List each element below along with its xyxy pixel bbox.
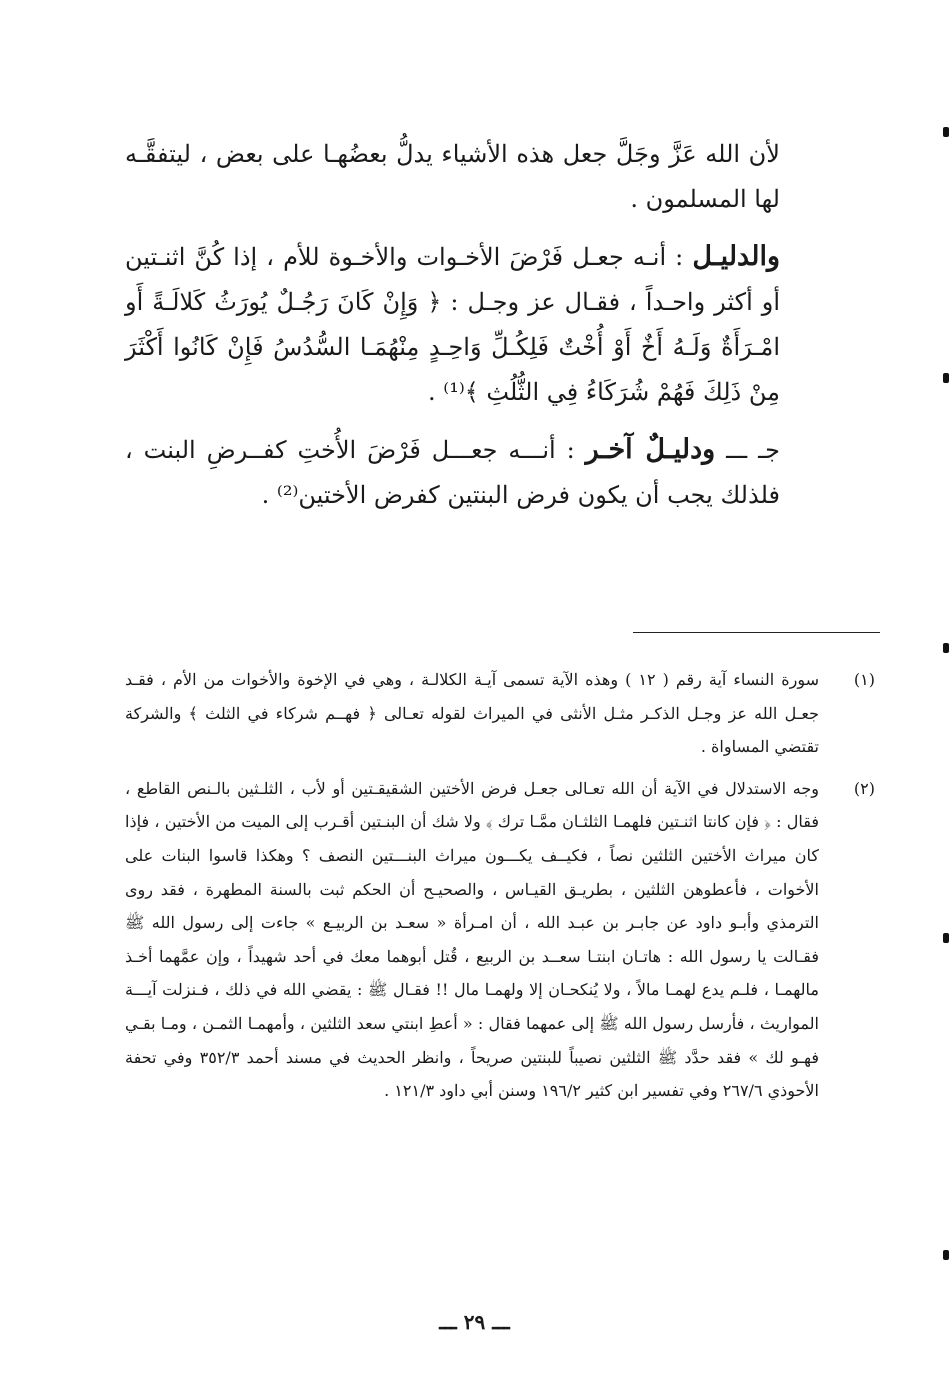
section-letter: جـ ـــ — [715, 436, 780, 464]
paragraph-1: لأن الله عَزَّ وجَلَّ جعل هذه الأشياء يدلُّ بعضُهـا على بعض ، ليتفقَّـه لها المسلمون . — [125, 140, 780, 213]
scan-edge-mark — [943, 933, 949, 943]
scan-edge-mark — [943, 643, 949, 653]
footnote-text: وجه الاستدلال في الآية أن الله تعـالى جعـل فرض الأختين الشقيقـتين أو لأب ، الثلـثين بالـنص القاطع ، فقال : ﴿ فإن كانتا اثنـتين فلهمـا الثلثـان ممَّـا ترك ﴾ ولا شك أن البنـتين أقـرب إلى الميت من الأختين ، فإذا كان ميراث الأختين الثلثين نصاً ، فكيــف يكـــون ميراث البنـــتين النصف ؟ وهكذا قاسوا البنات على الأخوات ، فأعطوهن الثلثين ، بطريـق القيـاس ، والصحيـح أن الحكم ثبت بالسنة المطهرة ، فقد روى الترمذي وأبـو داود عن جابـر بن عبـد الله ، أن امـرأة « سعـد بن الربيـع » جاءت إلى رسول الله ﷺ فقـالت يا رسول الله : هاتـان ابنتـا سعــد بن الربيع ، قُتل أبوهما معك في أحد شهيداً ، وإن عمَّهما أخـذ مالهمـا ، فلـم يدع لهمـا مالاً ، ولا يُنكحـان إلا ولهمـا مال !! فقـال ﷺ : يقضي الله في ذلك ، فـنزلت آيـــة المواريث ، فأرسل رسول الله ﷺ إلى عمهما فقال : « أعطِ ابنتي سعد الثلثين ، وأمهمـا الثمـن ، ومـا بقـي فهـو لك » فقد حدَّد ﷺ الثلثين نصيباً للبنتين صريحاً ، وانظر الحديث في مسند أحمد ٣٥٢/٣ وفي تحفة الأحوذي ٢٦٧/٦ وفي تفسير ابن كثير ١٩٦/٢ وسنن أبي داود ١٢١/٣ . — [125, 778, 820, 1101]
footnote-1 — [125, 663, 875, 764]
footnote-number: (٢) — [853, 778, 875, 798]
other-evidence-heading: ودليـلٌ آخـر — [585, 434, 716, 465]
other-evidence-text: : أنـــه جعـــل فَرْضَ الأُختِ كفــرضِ البنت ، فلذلك يجب أن يكون فرض البنتين كفرض الأختين⁽²⁾ . — [125, 436, 780, 509]
scan-edge-mark — [943, 127, 949, 137]
footnote-separator — [633, 632, 880, 633]
footnote-number: (١) — [853, 670, 875, 689]
page-number: ـــ ٢٩ ـــ — [439, 1310, 510, 1334]
footnotes-section — [125, 663, 875, 1116]
evidence-heading: والدليـل — [692, 241, 780, 272]
main-body-text — [125, 132, 780, 530]
paragraph-other-evidence — [125, 427, 780, 518]
footnote-2 — [125, 772, 875, 1108]
paragraph-evidence — [125, 234, 780, 415]
scan-edge-mark — [943, 1250, 949, 1260]
footnote-text: سورة النساء آية رقم ( ١٢ ) وهذه الآية تسمى آيـة الكلالـة ، وهي في الإخوة والأخوات من الأم ، فقـد جعـل الله عز وجـل الذكـر مثـل الأنثى في الميراث لقوله تعـالى ﴿ فهــم شركاء في الثلث ﴾ والشركة تقتضي المساواة . — [125, 670, 819, 757]
evidence-text: : أنـه جعـل فَرْضَ الأخـوات والأخـوة للأم ، إذا كُنَّ اثنـتين أو أكثر واحـداً ، فقـال عز وجـل : ﴿ وَإِنْ كَانَ رَجُـلٌ يُورَثُ كَلالَـةً أَو امْـرَأَةٌ وَلَـهُ أَخٌ أَوْ أُخْتٌ فَلِكُـلِّ وَاحِـدٍ مِنْهُمَـا السُّدُسُ فَإِنْ كَانُوا أَكْثَرَ مِنْ ذَلِكَ فَهُمْ شُرَكَاءُ فِي الثُّلُثِ ﴾⁽¹⁾ . — [125, 243, 781, 406]
scan-edge-mark — [943, 373, 949, 383]
